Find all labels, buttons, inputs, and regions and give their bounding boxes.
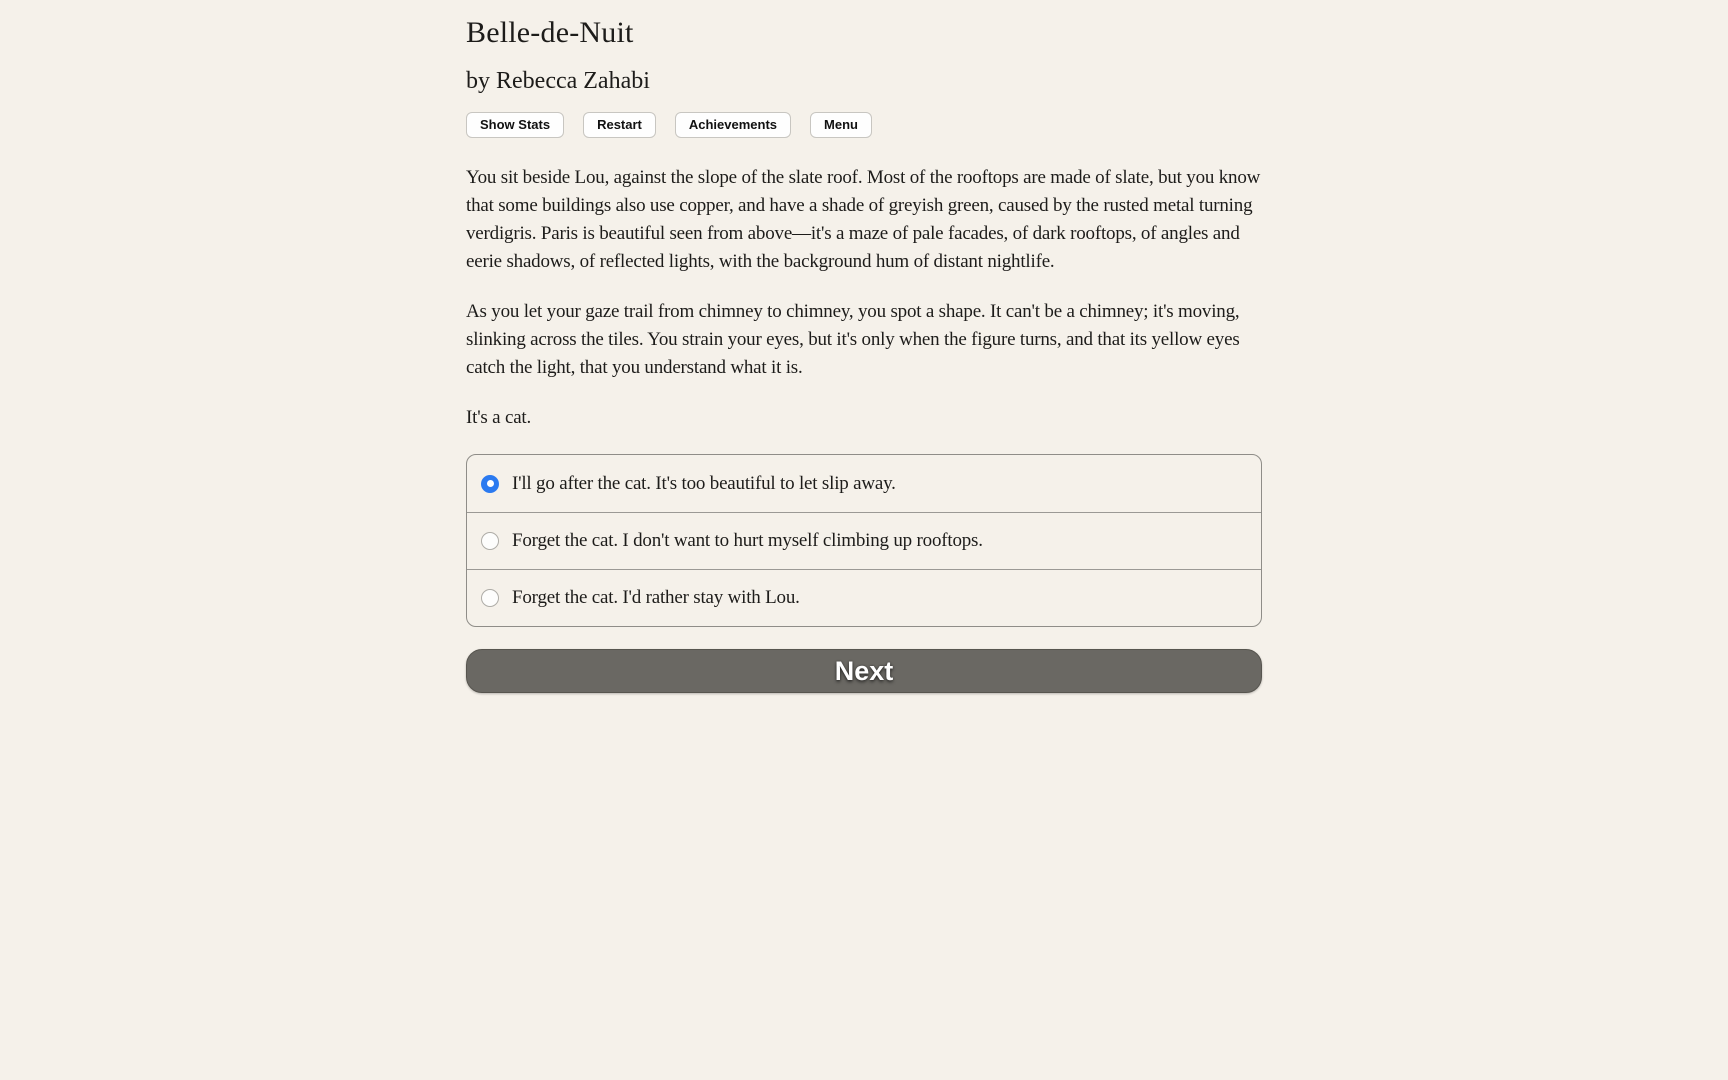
next-button[interactable]: Next	[466, 649, 1262, 693]
choice-label: Forget the cat. I'd rather stay with Lou.	[512, 587, 800, 608]
story-page	[466, 0, 1262, 693]
choices-box	[466, 454, 1262, 627]
radio-button[interactable]	[481, 589, 499, 607]
radio-button[interactable]	[481, 532, 499, 550]
menu-button[interactable]: Menu	[810, 112, 872, 138]
radio-button[interactable]	[481, 475, 499, 493]
choice-option[interactable]	[467, 455, 1261, 512]
page-title: Belle-de-Nuit	[466, 16, 634, 49]
choice-option[interactable]	[467, 569, 1261, 626]
choice-label: I'll go after the cat. It's too beautiful to let slip away.	[512, 472, 896, 494]
story-paragraph: You sit beside Lou, against the slope of the slate roof. Most of the rooftops are made of slate, but you know that some buildings also use copper, and have a shade of greyish green, caused by the rusted metal turning verdigris. Paris is beautiful seen from above—it's a maze of pale facades, of dark rooftops, of angles and eerie shadows, of reflected lights, with the background hum of distant nightlife.	[466, 167, 1261, 272]
page-author: by Rebecca Zahabi	[466, 68, 650, 94]
toolbar	[466, 112, 1262, 138]
story-paragraph: It's a cat.	[466, 407, 532, 428]
story-text	[466, 164, 1262, 432]
story-paragraph: As you let your gaze trail from chimney to chimney, you spot a shape. It can't be a chimney; it's moving, slinking across the tiles. You strain your eyes, but it's only when the figure turns, and that its yellow eyes catch the light, that you understand what it is.	[466, 301, 1240, 378]
achievements-button[interactable]: Achievements	[675, 112, 791, 138]
choice-option[interactable]	[467, 512, 1261, 569]
restart-button[interactable]: Restart	[583, 112, 656, 138]
show-stats-button[interactable]: Show Stats	[466, 112, 564, 138]
choice-label: Forget the cat. I don't want to hurt myself climbing up rooftops.	[512, 530, 983, 551]
